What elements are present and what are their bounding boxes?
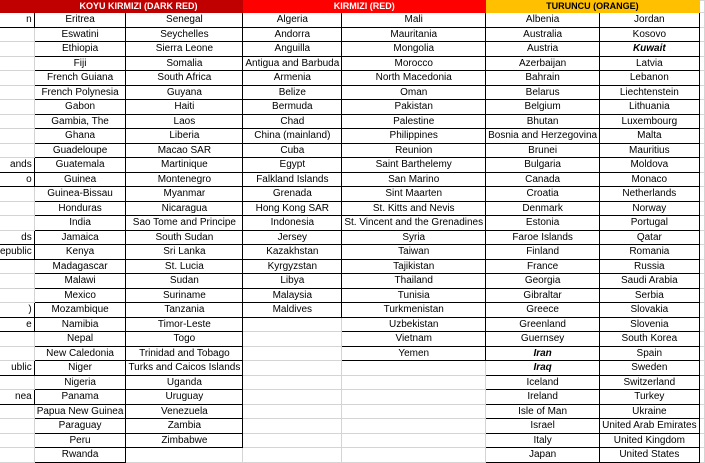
cell-orange-2[interactable]: Moldova	[600, 158, 700, 173]
cell-dark-red-2[interactable]: Togo	[126, 332, 243, 347]
table-row	[0, 448, 704, 463]
cell-edge-right[interactable]	[699, 433, 704, 448]
table-row	[0, 172, 704, 187]
cell-dark-red-2[interactable]: Senegal	[126, 13, 243, 28]
cell-orange-2[interactable]: United Kingdom	[600, 433, 700, 448]
cell-dark-red-1[interactable]: Gabon	[34, 100, 126, 115]
cell-edge[interactable]	[0, 346, 34, 361]
cell-red-1[interactable]: Anguilla	[243, 42, 342, 57]
cell-orange-1[interactable]: Faroe Islands	[486, 230, 600, 245]
cell-red-1[interactable]	[243, 361, 342, 376]
cell-dark-red-2[interactable]: Macao SAR	[126, 143, 243, 158]
cell-red-2[interactable]: Saint Barthelemy	[342, 158, 486, 173]
header-orange[interactable]: TURUNCU (ORANGE)	[486, 1, 699, 13]
cell-dark-red-1[interactable]: Madagascar	[34, 259, 126, 274]
cell-dark-red-1[interactable]: Papua New Guinea	[34, 404, 126, 419]
cell-edge-right[interactable]	[699, 375, 704, 390]
cell-dark-red-1[interactable]: Nepal	[34, 332, 126, 347]
cell-dark-red-2[interactable]: Haiti	[126, 100, 243, 115]
cell-red-2[interactable]	[342, 390, 486, 405]
cell-dark-red-1[interactable]: Mozambique	[34, 303, 126, 318]
cell-edge-right[interactable]	[699, 332, 704, 347]
cell-edge-right[interactable]	[699, 114, 704, 129]
cell-orange-1[interactable]: Japan	[486, 448, 600, 463]
cell-orange-2[interactable]: Malta	[600, 129, 700, 144]
cell-dark-red-1[interactable]: India	[34, 216, 126, 231]
cell-edge-right[interactable]	[699, 158, 704, 173]
cell-dark-red-1[interactable]: Niger	[34, 361, 126, 376]
cell-dark-red-1[interactable]: Peru	[34, 433, 126, 448]
cell-edge-right[interactable]	[699, 404, 704, 419]
cell-dark-red-1[interactable]: Panama	[34, 390, 126, 405]
cell-orange-1[interactable]: Bahrain	[486, 71, 600, 86]
cell-orange-1[interactable]: Italy	[486, 433, 600, 448]
cell-red-2[interactable]	[342, 361, 486, 376]
cell-edge[interactable]	[0, 27, 34, 42]
cell-dark-red-2[interactable]: Uruguay	[126, 390, 243, 405]
cell-orange-1[interactable]: Denmark	[486, 201, 600, 216]
cell-orange-2[interactable]: Switzerland	[600, 375, 700, 390]
table-row	[0, 143, 704, 158]
cell-red-2[interactable]: Taiwan	[342, 245, 486, 260]
table-row	[0, 346, 704, 361]
cell-red-1[interactable]	[243, 433, 342, 448]
cell-dark-red-1[interactable]: Ethiopia	[34, 42, 126, 57]
cell-red-2[interactable]: Sint Maarten	[342, 187, 486, 202]
cell-dark-red-2[interactable]: Nicaragua	[126, 201, 243, 216]
table-row	[0, 56, 704, 71]
cell-dark-red-1[interactable]: Ghana	[34, 129, 126, 144]
cell-dark-red-2[interactable]: Guyana	[126, 85, 243, 100]
cell-red-2[interactable]: San Marino	[342, 172, 486, 187]
cell-orange-2[interactable]: United States	[600, 448, 700, 463]
cell-dark-red-2[interactable]: Tanzania	[126, 303, 243, 318]
cell-dark-red-2[interactable]: Martinique	[126, 158, 243, 173]
cell-orange-1[interactable]: Greece	[486, 303, 600, 318]
cell-dark-red-2[interactable]: South Africa	[126, 71, 243, 86]
cell-edge-right[interactable]	[699, 390, 704, 405]
cell-dark-red-2[interactable]: Timor-Leste	[126, 317, 243, 332]
table-row	[0, 27, 704, 42]
cell-orange-2[interactable]: Saudi Arabia	[600, 274, 700, 289]
cell-edge-right[interactable]	[699, 85, 704, 100]
cell-dark-red-1[interactable]: Guinea	[34, 172, 126, 187]
cell-dark-red-1[interactable]: Malawi	[34, 274, 126, 289]
cell-orange-1[interactable]: Guernsey	[486, 332, 600, 347]
cell-dark-red-2[interactable]: Uganda	[126, 375, 243, 390]
cell-orange-1[interactable]: Finland	[486, 245, 600, 260]
cell-orange-1[interactable]: Greenland	[486, 317, 600, 332]
cell-orange-1[interactable]: Isle of Man	[486, 404, 600, 419]
cell-orange-2[interactable]: Jordan	[600, 13, 700, 28]
cell-orange-2[interactable]: Ukraine	[600, 404, 700, 419]
table-row	[0, 433, 704, 448]
cell-edge[interactable]	[0, 433, 34, 448]
cell-dark-red-2[interactable]: Myanmar	[126, 187, 243, 202]
cell-orange-2[interactable]: Netherlands	[600, 187, 700, 202]
cell-edge-right[interactable]	[699, 303, 704, 318]
cell-edge[interactable]	[0, 42, 34, 57]
cell-red-2[interactable]: Mali	[342, 13, 486, 28]
cell-red-1[interactable]	[243, 346, 342, 361]
cell-red-2[interactable]: Mauritania	[342, 27, 486, 42]
cell-orange-1[interactable]: Belarus	[486, 85, 600, 100]
cell-dark-red-2[interactable]: Turks and Caicos Islands	[126, 361, 243, 376]
cell-red-2[interactable]: Mongolia	[342, 42, 486, 57]
cell-edge-right[interactable]	[699, 71, 704, 86]
cell-edge[interactable]: ands	[0, 158, 34, 173]
cell-dark-red-2[interactable]: Trinidad and Tobago	[126, 346, 243, 361]
cell-edge-right[interactable]	[699, 419, 704, 434]
cell-dark-red-2[interactable]: Montenegro	[126, 172, 243, 187]
cell-edge-right[interactable]	[699, 143, 704, 158]
cell-red-2[interactable]: Palestine	[342, 114, 486, 129]
cell-dark-red-2[interactable]	[126, 448, 243, 463]
cell-orange-1[interactable]: Gibraltar	[486, 288, 600, 303]
cell-dark-red-2[interactable]: Sao Tome and Principe	[126, 216, 243, 231]
cell-edge[interactable]: n	[0, 13, 34, 28]
cell-red-1[interactable]: Chad	[243, 114, 342, 129]
cell-red-2[interactable]: Philippines	[342, 129, 486, 144]
cell-orange-1[interactable]: Iraq	[486, 361, 600, 376]
cell-edge-right[interactable]	[699, 288, 704, 303]
cell-dark-red-1[interactable]: French Guiana	[34, 71, 126, 86]
table-row	[0, 375, 704, 390]
cell-dark-red-1[interactable]: Honduras	[34, 201, 126, 216]
cell-orange-1[interactable]: Iran	[486, 346, 600, 361]
cell-red-1[interactable]: Kyrgyzstan	[243, 259, 342, 274]
cell-edge-right[interactable]	[699, 187, 704, 202]
cell-orange-2[interactable]: Luxembourg	[600, 114, 700, 129]
cell-orange-2[interactable]: Latvia	[600, 56, 700, 71]
cell-dark-red-2[interactable]: Zambia	[126, 419, 243, 434]
cell-orange-1[interactable]: France	[486, 259, 600, 274]
cell-edge-right[interactable]	[699, 56, 704, 71]
cell-edge[interactable]	[0, 114, 34, 129]
table-row	[0, 390, 704, 405]
cell-edge[interactable]: e	[0, 317, 34, 332]
cell-orange-2[interactable]: Liechtenstein	[600, 85, 700, 100]
cell-red-1[interactable]: Antigua and Barbuda	[243, 56, 342, 71]
cell-orange-2[interactable]: Spain	[600, 346, 700, 361]
table-row	[0, 230, 704, 245]
cell-edge-right[interactable]	[699, 259, 704, 274]
cell-edge-right[interactable]	[699, 317, 704, 332]
cell-dark-red-1[interactable]: Jamaica	[34, 230, 126, 245]
cell-edge[interactable]	[0, 419, 34, 434]
cell-edge[interactable]	[0, 187, 34, 202]
cell-orange-2[interactable]: Mauritius	[600, 143, 700, 158]
cell-edge[interactable]	[0, 85, 34, 100]
table-row	[0, 288, 704, 303]
table-row	[0, 259, 704, 274]
cell-red-2[interactable]: Vietnam	[342, 332, 486, 347]
cell-edge[interactable]	[0, 201, 34, 216]
cell-dark-red-1[interactable]: Gambia, The	[34, 114, 126, 129]
cell-orange-1[interactable]: Azerbaijan	[486, 56, 600, 71]
table-row	[0, 100, 704, 115]
cell-dark-red-2[interactable]: Seychelles	[126, 27, 243, 42]
cell-red-1[interactable]: Bermuda	[243, 100, 342, 115]
cell-orange-1[interactable]: Bosnia and Herzegovina	[486, 129, 600, 144]
header-dark-red[interactable]: KOYU KIRMIZI (DARK RED)	[34, 1, 243, 13]
cell-dark-red-2[interactable]: Liberia	[126, 129, 243, 144]
cell-dark-red-2[interactable]: Suriname	[126, 288, 243, 303]
cell-orange-2[interactable]: Russia	[600, 259, 700, 274]
header-edge-left[interactable]	[0, 1, 34, 13]
cell-dark-red-1[interactable]: Nigeria	[34, 375, 126, 390]
cell-edge[interactable]: ublic	[0, 361, 34, 376]
cell-edge-right[interactable]	[699, 201, 704, 216]
table-row	[0, 187, 704, 202]
cell-edge-right[interactable]	[699, 448, 704, 463]
cell-edge[interactable]	[0, 288, 34, 303]
cell-dark-red-1[interactable]: Guinea-Bissau	[34, 187, 126, 202]
table-body	[0, 1, 704, 463]
cell-orange-1[interactable]: Georgia	[486, 274, 600, 289]
cell-edge-right[interactable]	[699, 274, 704, 289]
cell-orange-2[interactable]: Lebanon	[600, 71, 700, 86]
cell-orange-1[interactable]: Austria	[486, 42, 600, 57]
cell-dark-red-2[interactable]: Sudan	[126, 274, 243, 289]
cell-dark-red-2[interactable]: Venezuela	[126, 404, 243, 419]
cell-edge-right[interactable]	[699, 27, 704, 42]
cell-edge[interactable]: o	[0, 172, 34, 187]
cell-orange-2[interactable]: Kuwait	[600, 42, 700, 57]
table-row	[0, 114, 704, 129]
cell-orange-2[interactable]: Slovenia	[600, 317, 700, 332]
cell-orange-2[interactable]: United Arab Emirates	[600, 419, 700, 434]
cell-red-2[interactable]: Reunion	[342, 143, 486, 158]
cell-red-1[interactable]: Armenia	[243, 71, 342, 86]
cell-orange-2[interactable]: Romania	[600, 245, 700, 260]
cell-edge-right[interactable]	[699, 230, 704, 245]
cell-dark-red-1[interactable]: Mexico	[34, 288, 126, 303]
cell-orange-1[interactable]: Croatia	[486, 187, 600, 202]
cell-red-2[interactable]: Yemen	[342, 346, 486, 361]
cell-red-1[interactable]: Falkland Islands	[243, 172, 342, 187]
table-row	[0, 71, 704, 86]
cell-red-1[interactable]	[243, 404, 342, 419]
table-row	[0, 158, 704, 173]
cell-dark-red-1[interactable]: Paraguay	[34, 419, 126, 434]
cell-dark-red-1[interactable]: Namibia	[34, 317, 126, 332]
cell-orange-1[interactable]: Bulgaria	[486, 158, 600, 173]
table-row	[0, 129, 704, 144]
cell-orange-2[interactable]: Kosovo	[600, 27, 700, 42]
cell-dark-red-1[interactable]: Eswatini	[34, 27, 126, 42]
cell-red-1[interactable]: Grenada	[243, 187, 342, 202]
cell-orange-1[interactable]: Australia	[486, 27, 600, 42]
cell-dark-red-1[interactable]: Eritrea	[34, 13, 126, 28]
cell-orange-2[interactable]: Norway	[600, 201, 700, 216]
cell-dark-red-2[interactable]: Sri Lanka	[126, 245, 243, 260]
cell-dark-red-2[interactable]: Sierra Leone	[126, 42, 243, 57]
cell-red-2[interactable]	[342, 448, 486, 463]
cell-orange-2[interactable]: Turkey	[600, 390, 700, 405]
cell-edge-right[interactable]	[699, 216, 704, 231]
cell-red-2[interactable]	[342, 419, 486, 434]
table-row	[0, 216, 704, 231]
table-row	[0, 317, 704, 332]
cell-edge[interactable]	[0, 56, 34, 71]
cell-red-2[interactable]: Oman	[342, 85, 486, 100]
cell-edge-right[interactable]	[699, 42, 704, 57]
table-row	[0, 332, 704, 347]
cell-edge[interactable]	[0, 375, 34, 390]
table-row	[0, 419, 704, 434]
cell-edge[interactable]	[0, 100, 34, 115]
cell-orange-2[interactable]: Lithuania	[600, 100, 700, 115]
cell-edge-right[interactable]	[699, 172, 704, 187]
cell-red-2[interactable]: Pakistan	[342, 100, 486, 115]
header-edge-right[interactable]	[699, 1, 704, 13]
cell-orange-2[interactable]: Portugal	[600, 216, 700, 231]
cell-red-2[interactable]: Morocco	[342, 56, 486, 71]
cell-dark-red-2[interactable]: Laos	[126, 114, 243, 129]
cell-orange-2[interactable]: Serbia	[600, 288, 700, 303]
cell-edge-right[interactable]	[699, 129, 704, 144]
cell-dark-red-1[interactable]: Guadeloupe	[34, 143, 126, 158]
cell-edge[interactable]	[0, 259, 34, 274]
cell-edge[interactable]	[0, 129, 34, 144]
cell-red-2[interactable]: Thailand	[342, 274, 486, 289]
table-row	[0, 245, 704, 260]
cell-edge-right[interactable]	[699, 361, 704, 376]
table-row	[0, 42, 704, 57]
cell-edge[interactable]: epublic	[0, 245, 34, 260]
table-row	[0, 303, 704, 318]
cell-edge[interactable]: )	[0, 303, 34, 318]
cell-edge-right[interactable]	[699, 245, 704, 260]
cell-red-2[interactable]: St. Vincent and the Grenadines	[342, 216, 486, 231]
cell-red-1[interactable]: Libya	[243, 274, 342, 289]
cell-red-2[interactable]: Turkmenistan	[342, 303, 486, 318]
cell-orange-2[interactable]: Qatar	[600, 230, 700, 245]
cell-edge[interactable]: ds	[0, 230, 34, 245]
header-red[interactable]: KIRMIZI (RED)	[243, 1, 486, 13]
cell-edge[interactable]	[0, 216, 34, 231]
table-row	[0, 361, 704, 376]
cell-dark-red-2[interactable]: Zimbabwe	[126, 433, 243, 448]
table-row	[0, 404, 704, 419]
cell-dark-red-1[interactable]: Rwanda	[34, 448, 126, 463]
table-row	[0, 201, 704, 216]
cell-orange-2[interactable]: Sweden	[600, 361, 700, 376]
cell-edge-right[interactable]	[699, 346, 704, 361]
cell-dark-red-1[interactable]: Kenya	[34, 245, 126, 260]
cell-edge[interactable]	[0, 404, 34, 419]
cell-edge[interactable]	[0, 332, 34, 347]
cell-red-2[interactable]: Tajikistan	[342, 259, 486, 274]
cell-orange-1[interactable]: Belgium	[486, 100, 600, 115]
cell-dark-red-2[interactable]: South Sudan	[126, 230, 243, 245]
table-row	[0, 13, 704, 28]
cell-orange-1[interactable]: Ireland	[486, 390, 600, 405]
cell-red-1[interactable]: Andorra	[243, 27, 342, 42]
cell-red-1[interactable]: Algeria	[243, 13, 342, 28]
cell-red-2[interactable]: St. Kitts and Nevis	[342, 201, 486, 216]
cell-red-1[interactable]: Kazakhstan	[243, 245, 342, 260]
cell-edge-right[interactable]	[699, 13, 704, 28]
cell-red-1[interactable]: Hong Kong SAR	[243, 201, 342, 216]
cell-red-2[interactable]: Syria	[342, 230, 486, 245]
cell-red-1[interactable]	[243, 317, 342, 332]
cell-edge[interactable]: nea	[0, 390, 34, 405]
cell-edge[interactable]	[0, 448, 34, 463]
cell-orange-1[interactable]: Israel	[486, 419, 600, 434]
cell-red-1[interactable]	[243, 448, 342, 463]
cell-orange-2[interactable]: South Korea	[600, 332, 700, 347]
cell-red-1[interactable]: Belize	[243, 85, 342, 100]
cell-red-1[interactable]	[243, 332, 342, 347]
table-row	[0, 274, 704, 289]
cell-orange-2[interactable]: Monaco	[600, 172, 700, 187]
cell-red-2[interactable]	[342, 375, 486, 390]
cell-red-1[interactable]: Malaysia	[243, 288, 342, 303]
cell-dark-red-1[interactable]: French Polynesia	[34, 85, 126, 100]
cell-orange-1[interactable]: Bhutan	[486, 114, 600, 129]
cell-red-1[interactable]: Maldives	[243, 303, 342, 318]
header-row	[0, 1, 704, 13]
cell-orange-1[interactable]: Estonia	[486, 216, 600, 231]
cell-red-1[interactable]: China (mainland)	[243, 129, 342, 144]
cell-red-1[interactable]: Indonesia	[243, 216, 342, 231]
cell-red-2[interactable]: Uzbekistan	[342, 317, 486, 332]
table-row	[0, 85, 704, 100]
cell-orange-2[interactable]: Slovakia	[600, 303, 700, 318]
cell-red-1[interactable]	[243, 419, 342, 434]
cell-red-2[interactable]: Tunisia	[342, 288, 486, 303]
cell-dark-red-2[interactable]: Somalia	[126, 56, 243, 71]
cell-dark-red-1[interactable]: Fiji	[34, 56, 126, 71]
cell-edge[interactable]	[0, 71, 34, 86]
cell-orange-1[interactable]: Brunei	[486, 143, 600, 158]
cell-red-1[interactable]	[243, 375, 342, 390]
cell-dark-red-2[interactable]: St. Lucia	[126, 259, 243, 274]
cell-red-1[interactable]: Egypt	[243, 158, 342, 173]
cell-edge[interactable]	[0, 274, 34, 289]
cell-red-2[interactable]	[342, 404, 486, 419]
cell-red-1[interactable]: Jersey	[243, 230, 342, 245]
cell-dark-red-1[interactable]: New Caledonia	[34, 346, 126, 361]
cell-edge-right[interactable]	[699, 100, 704, 115]
cell-dark-red-1[interactable]: Guatemala	[34, 158, 126, 173]
cell-orange-1[interactable]: Canada	[486, 172, 600, 187]
cell-red-2[interactable]: North Macedonia	[342, 71, 486, 86]
cell-red-1[interactable]: Cuba	[243, 143, 342, 158]
cell-red-1[interactable]	[243, 390, 342, 405]
cell-orange-1[interactable]: Iceland	[486, 375, 600, 390]
cell-red-2[interactable]	[342, 433, 486, 448]
cell-orange-1[interactable]: Albenia	[486, 13, 600, 28]
cell-edge[interactable]	[0, 143, 34, 158]
